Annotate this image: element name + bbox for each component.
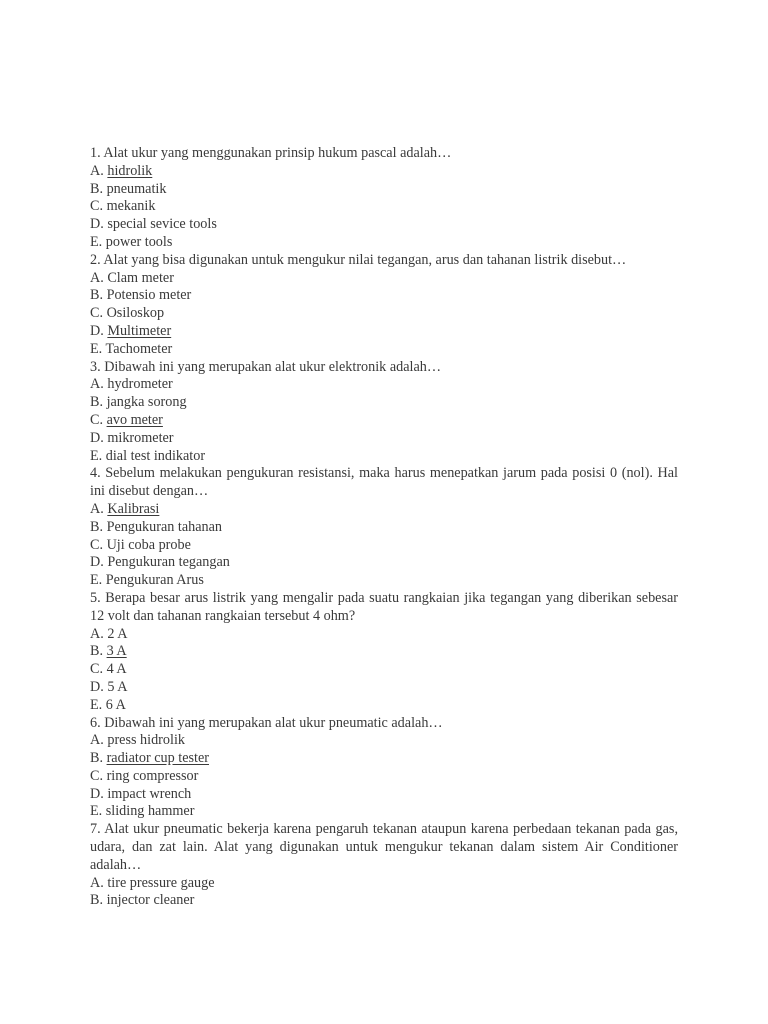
option-letter: C. <box>90 198 104 215</box>
option-text: pneumatik <box>106 180 167 197</box>
answer-option <box>90 892 678 910</box>
option-letter: D. <box>90 429 104 446</box>
option-letter: A. <box>90 874 104 891</box>
answer-option <box>90 163 678 181</box>
question-block <box>90 359 678 466</box>
option-letter: A. <box>90 500 104 517</box>
option-text: Pengukuran tahanan <box>106 518 222 535</box>
option-letter: B. <box>90 643 104 660</box>
option-letter: C. <box>90 536 104 553</box>
question-block <box>90 252 678 359</box>
document-page <box>90 145 678 910</box>
answer-option <box>90 519 678 537</box>
answer-option <box>90 626 678 644</box>
option-text: sliding hammer <box>105 803 195 820</box>
answer-option <box>90 287 678 305</box>
question-text: 4. Sebelum melakukan pengukuran resistansi, maka harus menepatkan jarum pada posisi 0 (nol). Hal ini disebut dengan… <box>90 465 678 500</box>
option-letter: A. <box>90 269 104 286</box>
option-text: press hidrolik <box>107 732 185 749</box>
option-letter: B. <box>90 892 104 909</box>
option-text: Pengukuran Arus <box>105 572 204 589</box>
answer-option <box>90 697 678 715</box>
answer-option <box>90 643 678 661</box>
answer-option <box>90 803 678 821</box>
option-text: Osiloskop <box>106 305 165 322</box>
answer-option <box>90 732 678 750</box>
option-letter: E. <box>90 233 103 250</box>
answer-option <box>90 572 678 590</box>
option-letter: E. <box>90 803 103 820</box>
option-text: Potensio meter <box>106 287 192 304</box>
option-text: mikrometer <box>107 429 174 446</box>
answer-option <box>90 661 678 679</box>
correct-answer-text: radiator cup tester <box>106 750 209 767</box>
option-letter: E. <box>90 696 103 713</box>
option-letter: D. <box>90 678 104 695</box>
option-text: impact wrench <box>107 785 192 802</box>
option-letter: B. <box>90 750 104 767</box>
option-letter: E. <box>90 572 103 589</box>
answer-option <box>90 270 678 288</box>
option-letter: C. <box>90 767 104 784</box>
answer-option <box>90 216 678 234</box>
answer-option <box>90 537 678 555</box>
option-text: Uji coba probe <box>106 536 191 553</box>
option-text: Tachometer <box>105 340 173 357</box>
answer-option <box>90 448 678 466</box>
question-block <box>90 465 678 590</box>
option-letter: C. <box>90 411 104 428</box>
option-text: power tools <box>105 233 173 250</box>
answer-option <box>90 412 678 430</box>
answer-option <box>90 430 678 448</box>
option-text: hydrometer <box>107 376 173 393</box>
option-text: mekanik <box>106 198 156 215</box>
option-letter: E. <box>90 447 103 464</box>
option-text: jangka sorong <box>106 394 187 411</box>
answer-option <box>90 501 678 519</box>
option-letter: A. <box>90 376 104 393</box>
question-text: 7. Alat ukur pneumatic bekerja karena pengaruh tekanan ataupun karena perbedaan tekanan pada gas, udara, dan zat lain. Alat yang digunakan untuk mengukur tekanan dalam sistem Air Conditioner adalah… <box>90 821 678 873</box>
answer-option <box>90 305 678 323</box>
option-letter: A. <box>90 625 104 642</box>
option-letter: C. <box>90 661 104 678</box>
question-text: 5. Berapa besar arus listrik yang mengalir pada suatu rangkaian jika tegangan yang diberikan sebesar 12 volt dan tahanan rangkaian tersebut 4 ohm? <box>90 589 678 624</box>
question-text: 1. Alat ukur yang menggunakan prinsip hukum pascal adalah… <box>90 145 452 161</box>
option-letter: C. <box>90 305 104 322</box>
option-letter: E. <box>90 340 103 357</box>
option-letter: B. <box>90 287 104 304</box>
correct-answer-text: Kalibrasi <box>107 500 160 517</box>
option-letter: D. <box>90 554 104 571</box>
option-text: special sevice tools <box>107 216 217 233</box>
answer-option <box>90 376 678 394</box>
correct-answer-text: avo meter <box>106 411 163 428</box>
answer-option <box>90 198 678 216</box>
option-text: 4 A <box>106 661 127 678</box>
answer-option <box>90 679 678 697</box>
answer-option <box>90 323 678 341</box>
question-block <box>90 590 678 715</box>
question-text: 3. Dibawah ini yang merupakan alat ukur elektronik adalah… <box>90 358 442 375</box>
answer-option <box>90 394 678 412</box>
option-text: tire pressure gauge <box>107 874 215 891</box>
question-text: 2. Alat yang bisa digunakan untuk mengukur nilai tegangan, arus dan tahanan listrik disebut… <box>90 251 627 268</box>
option-text: 5 A <box>107 678 128 695</box>
option-letter: B. <box>90 180 104 197</box>
option-letter: A. <box>90 732 104 749</box>
answer-option <box>90 181 678 199</box>
question-block <box>90 821 678 910</box>
correct-answer-text: hidrolik <box>107 162 153 179</box>
answer-option <box>90 750 678 768</box>
option-text: dial test indikator <box>105 447 206 464</box>
option-text: Clam meter <box>107 269 174 286</box>
option-letter: D. <box>90 216 104 233</box>
answer-option <box>90 875 678 893</box>
option-letter: D. <box>90 785 104 802</box>
option-text: 6 A <box>105 696 126 713</box>
answer-option <box>90 786 678 804</box>
question-block <box>90 715 678 822</box>
answer-option <box>90 768 678 786</box>
correct-answer-text: Multimeter <box>107 322 172 339</box>
option-text: ring compressor <box>106 767 199 784</box>
option-text: 2 A <box>107 625 128 642</box>
option-text: injector cleaner <box>106 892 195 909</box>
option-text: Pengukuran tegangan <box>107 554 230 571</box>
option-letter: A. <box>90 162 104 179</box>
option-letter: B. <box>90 518 104 535</box>
option-letter: B. <box>90 394 104 411</box>
answer-option <box>90 341 678 359</box>
answer-option <box>90 234 678 252</box>
correct-answer-text: 3 A <box>106 643 127 660</box>
answer-option <box>90 554 678 572</box>
question-block <box>90 145 678 252</box>
option-letter: D. <box>90 322 104 339</box>
question-text: 6. Dibawah ini yang merupakan alat ukur pneumatic adalah… <box>90 714 443 731</box>
